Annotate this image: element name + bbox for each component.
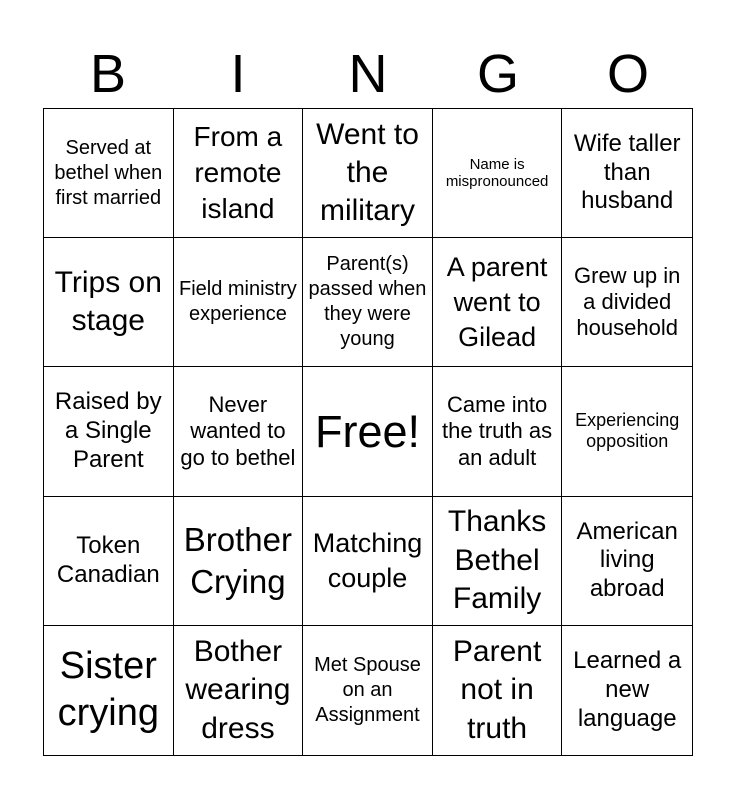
bingo-cell[interactable]: Thanks Bethel Family bbox=[433, 497, 563, 626]
bingo-cell[interactable]: Trips on stage bbox=[44, 238, 174, 367]
bingo-cell[interactable]: Parent(s) passed when they were young bbox=[303, 238, 433, 367]
bingo-cell[interactable]: Raised by a Single Parent bbox=[44, 367, 174, 496]
header-letter-o: O bbox=[606, 44, 649, 104]
free-space[interactable]: Free! bbox=[303, 367, 433, 496]
bingo-cell[interactable]: Grew up in a divided household bbox=[562, 238, 692, 367]
bingo-cell[interactable]: Learned a new language bbox=[573, 647, 682, 732]
bingo-cell[interactable]: Met Spouse on an Assignment bbox=[303, 626, 433, 755]
bingo-cell[interactable]: Went to the military bbox=[303, 109, 433, 238]
bingo-cell[interactable]: Experiencing opposition bbox=[562, 367, 692, 496]
bingo-cell[interactable]: Token Canadian bbox=[44, 497, 174, 626]
bingo-cell[interactable]: Parent not in truth bbox=[433, 626, 563, 755]
bingo-header bbox=[43, 40, 693, 108]
bingo-cell[interactable]: American living abroad bbox=[562, 497, 692, 626]
bingo-cell[interactable]: Matching couple bbox=[303, 497, 433, 626]
bingo-cell[interactable]: A parent went to Gilead bbox=[433, 238, 563, 367]
header-letter-b: B bbox=[89, 44, 127, 104]
bingo-cell[interactable]: Field ministry experience bbox=[174, 238, 304, 367]
bingo-cell[interactable]: Name is mispronounced bbox=[433, 109, 563, 238]
bingo-cell[interactable]: Sister crying bbox=[44, 626, 174, 755]
bingo-cell[interactable]: Came into the truth as an adult bbox=[433, 367, 563, 496]
header-letter-i: I bbox=[230, 44, 246, 104]
header-letter-n: N bbox=[348, 44, 388, 104]
header-letter-g: G bbox=[476, 44, 519, 104]
bingo-grid bbox=[43, 108, 693, 756]
bingo-cell[interactable]: From a remote island bbox=[174, 109, 304, 238]
bingo-cell[interactable]: Wife taller than husband bbox=[562, 109, 692, 238]
bingo-cell[interactable]: Brother Crying bbox=[174, 497, 304, 626]
bingo-cell[interactable]: Served at bethel when first married bbox=[44, 109, 174, 238]
bingo-cell[interactable]: Bother wearing dress bbox=[174, 626, 304, 755]
bingo-cell[interactable]: Never wanted to go to bethel bbox=[174, 367, 304, 496]
